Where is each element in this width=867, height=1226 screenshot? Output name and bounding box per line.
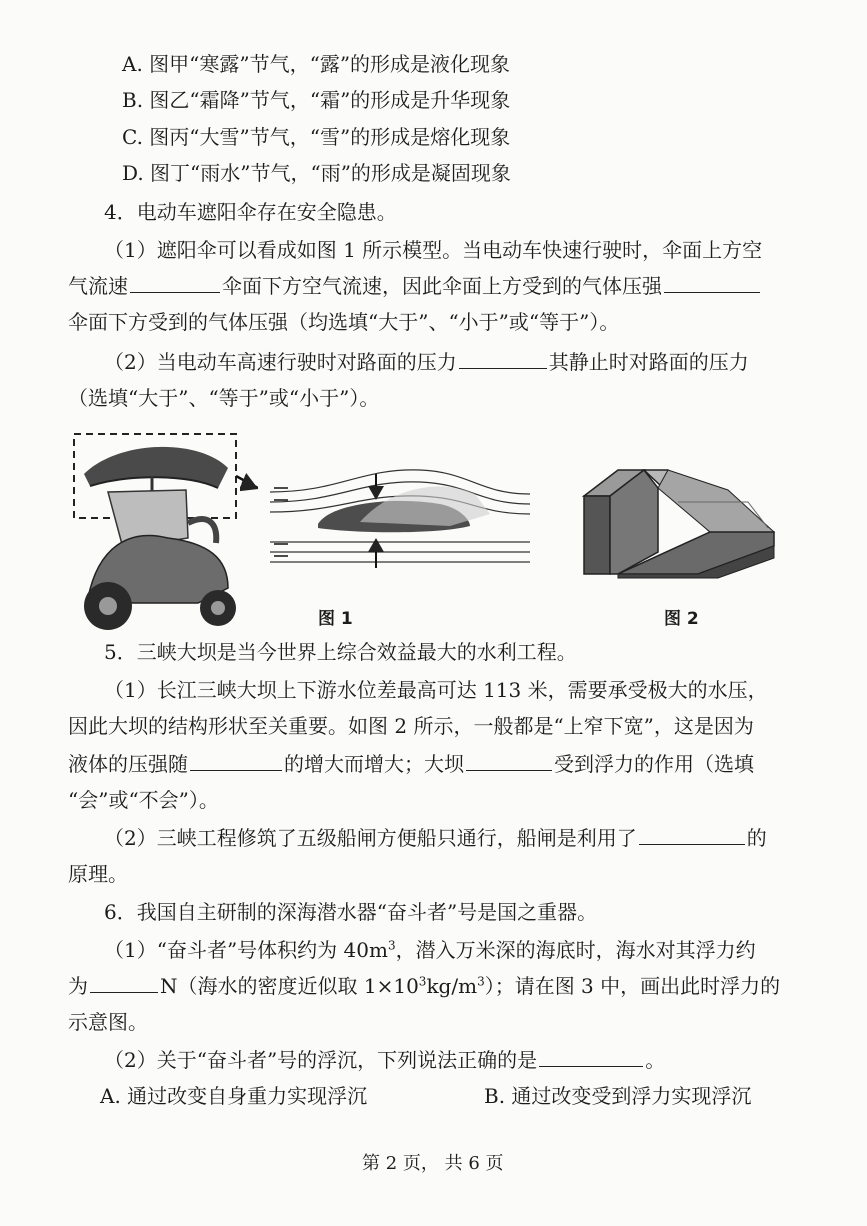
question-5-part1-line1: （1）长江三峡大坝上下游水位差最高可达 113 米，需要承受极大的水压， <box>104 678 768 702</box>
question-5-stem: 5．三峡大坝是当今世界上综合效益最大的水利工程。 <box>104 640 577 664</box>
figure-1-caption: 图 1 <box>318 609 353 629</box>
text-segment: ，潜入万米深的海底时，海水对其浮力约 <box>395 938 756 962</box>
answer-blank-1[interactable] <box>130 272 220 293</box>
question-6-stem: 6．我国自主研制的深海潜水器“奋斗者”号是国之重器。 <box>104 900 598 924</box>
question-6-part1-line3: 示意图。 <box>68 1010 148 1034</box>
text-segment: 的增大而增大；大坝 <box>284 752 464 776</box>
text-segment: 。 <box>645 1048 666 1072</box>
question-6-option-a: A. 通过改变自身重力实现浮沉 <box>100 1084 368 1108</box>
text-segment: N（海水的密度近似取 1×10 <box>160 974 419 998</box>
text-segment: （1）“奋斗者”号体积约为 40m <box>104 938 388 962</box>
answer-blank-4[interactable] <box>190 750 282 771</box>
page-footer: 第 2 页， 共 6 页 <box>362 1153 504 1174</box>
question-5-part1-line3 <box>68 750 754 778</box>
superscript: 3 <box>477 974 485 989</box>
figure-2-caption: 图 2 <box>664 609 699 629</box>
text-segment: 为 <box>68 974 88 998</box>
question-6-option-b: B. 通过改变受到浮力实现浮沉 <box>484 1084 752 1108</box>
answer-blank-2[interactable] <box>664 272 760 293</box>
superscript: 3 <box>418 974 427 989</box>
superscript: 3 <box>387 938 396 953</box>
question-6-part2-line1 <box>104 1046 665 1074</box>
question-6-part1-line2 <box>68 972 780 1000</box>
text-segment: （2）关于“奋斗者”号的浮沉，下列说法正确的是 <box>104 1048 538 1072</box>
question-4-part1-line3: 伞面下方受到的气体压强（均选填“大于”、“小于”或“等于”）。 <box>68 310 620 334</box>
option-a: A. 图甲“寒露”节气，“露”的形成是液化现象 <box>122 52 511 76</box>
question-5-part1-line4: “会”或“不会”）。 <box>68 788 219 812</box>
answer-blank-8[interactable] <box>539 1046 643 1067</box>
option-c: C. 图丙“大雪”节气，“雪”的形成是熔化现象 <box>122 125 511 149</box>
answer-blank-6[interactable] <box>639 824 745 845</box>
question-4-stem: 4．电动车遮阳伞存在安全隐患。 <box>104 200 397 224</box>
text-segment: 其静止时对路面的压力 <box>548 350 749 374</box>
text-segment: 气流速 <box>68 274 128 298</box>
option-b: B. 图乙“霜降”节气，“霜”的形成是升华现象 <box>122 88 511 112</box>
question-4-part1-line2 <box>68 272 762 300</box>
question-5-part2-line1 <box>104 824 767 852</box>
answer-blank-3[interactable] <box>459 348 547 369</box>
answer-blank-5[interactable] <box>466 750 552 771</box>
text-segment: （2）三峡工程修筑了五级船闸方便船只通行，船闸是利用了 <box>104 826 637 850</box>
text-segment: 液体的压强随 <box>68 752 188 776</box>
text-segment: kg/m <box>426 974 478 998</box>
question-6-part1-line1 <box>104 936 756 964</box>
question-4-part2-line2: （选填“大于”、“等于”或“小于”）。 <box>68 386 380 410</box>
question-5-part2-line2: 原理。 <box>68 862 128 886</box>
answer-blank-7[interactable] <box>90 972 158 993</box>
text-segment: 的 <box>746 826 767 850</box>
question-4-part1-line1: （1）遮阳伞可以看成如图 1 所示模型。当电动车快速行驶时，伞面上方空 <box>104 238 763 262</box>
question-5-part1-line2: 因此大坝的结构形状至关重要。如图 2 所示，一般都是“上窄下宽”，这是因为 <box>68 714 754 738</box>
option-d: D. 图丁“雨水”节气，“雨”的形成是凝固现象 <box>122 161 511 185</box>
dam-figure <box>578 462 778 582</box>
text-segment: 伞面下方空气流速，因此伞面上方受到的气体压强 <box>222 274 662 298</box>
airflow-model-figure <box>240 464 535 576</box>
text-segment: 受到浮力的作用（选填 <box>554 752 754 776</box>
question-4-part2-line1 <box>104 348 749 376</box>
text-segment: （2）当电动车高速行驶时对路面的压力 <box>104 350 457 374</box>
scooter-umbrella-figure <box>68 428 258 634</box>
text-segment: ）；请在图 3 中，画出此时浮力的 <box>484 974 781 998</box>
